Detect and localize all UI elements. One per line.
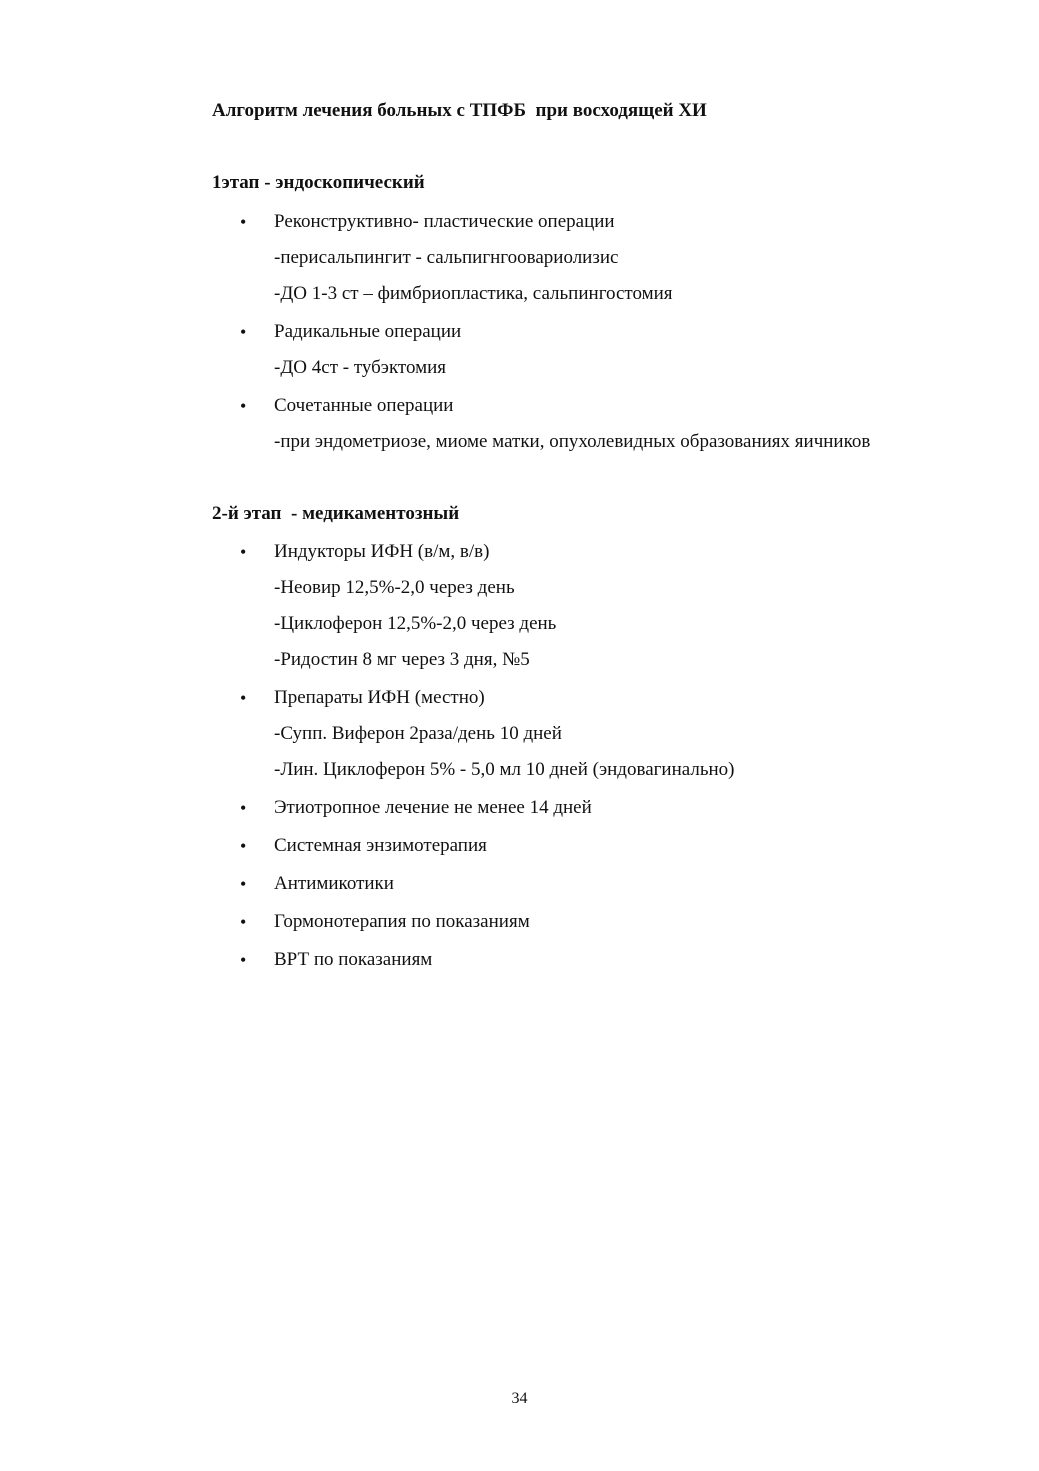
bullet-icon: • [240, 542, 247, 562]
list-item-label: Гормонотерапия по показаниям [274, 911, 530, 932]
bullet-icon: • [240, 836, 247, 856]
list-item-label: Радикальные операции [274, 321, 462, 342]
bullet-icon: • [240, 950, 247, 970]
list-item-label: Сочетанные операции [274, 395, 454, 416]
stage1-heading: 1этап - эндоскопический [212, 172, 425, 193]
bullet-icon: • [240, 912, 247, 932]
list-item-detail: -Супп. Виферон 2раза/день 10 дней [274, 723, 562, 744]
stage2-heading: 2-й этап - медикаментозный [212, 503, 460, 524]
page-number: 34 [511, 1390, 528, 1407]
list-item-detail: -ДО 1-3 ст – фимбриопластика, сальпингостомия [274, 283, 673, 304]
list-item-label: Антимикотики [274, 873, 394, 894]
bullet-icon: • [240, 212, 247, 232]
list-item-detail: -ДО 4ст - тубэктомия [274, 357, 447, 378]
bullet-icon: • [240, 874, 247, 894]
list-item-label: Этиотропное лечение не менее 14 дней [274, 797, 592, 818]
list-item-label: Индукторы ИФН (в/м, в/в) [274, 541, 490, 562]
list-item-detail: -Неовир 12,5%-2,0 через день [274, 577, 515, 598]
bullet-icon: • [240, 688, 247, 708]
bullet-icon: • [240, 396, 247, 416]
list-item-detail: -Ридостин 8 мг через 3 дня, №5 [274, 649, 530, 670]
list-item-label: Реконструктивно- пластические операции [274, 211, 615, 232]
document-title: Алгоритм лечения больных с ТПФБ при восходящей ХИ [212, 100, 707, 121]
list-item-label: Препараты ИФН (местно) [274, 687, 485, 708]
bullet-icon: • [240, 798, 247, 818]
list-item-detail: -перисальпингит - сальпигнгоовариолизис [274, 247, 619, 268]
list-item-detail: -Лин. Циклоферон 5% - 5,0 мл 10 дней (эндовагинально) [274, 759, 735, 780]
bullet-icon: • [240, 322, 247, 342]
list-item-detail: -Циклоферон 12,5%-2,0 через день [274, 613, 557, 634]
list-item-label: Системная энзимотерапия [274, 835, 487, 856]
list-item-label: ВРТ по показаниям [274, 949, 433, 970]
list-item-detail: -при эндометриозе, миоме матки, опухолевидных образованиях яичников [274, 431, 871, 452]
